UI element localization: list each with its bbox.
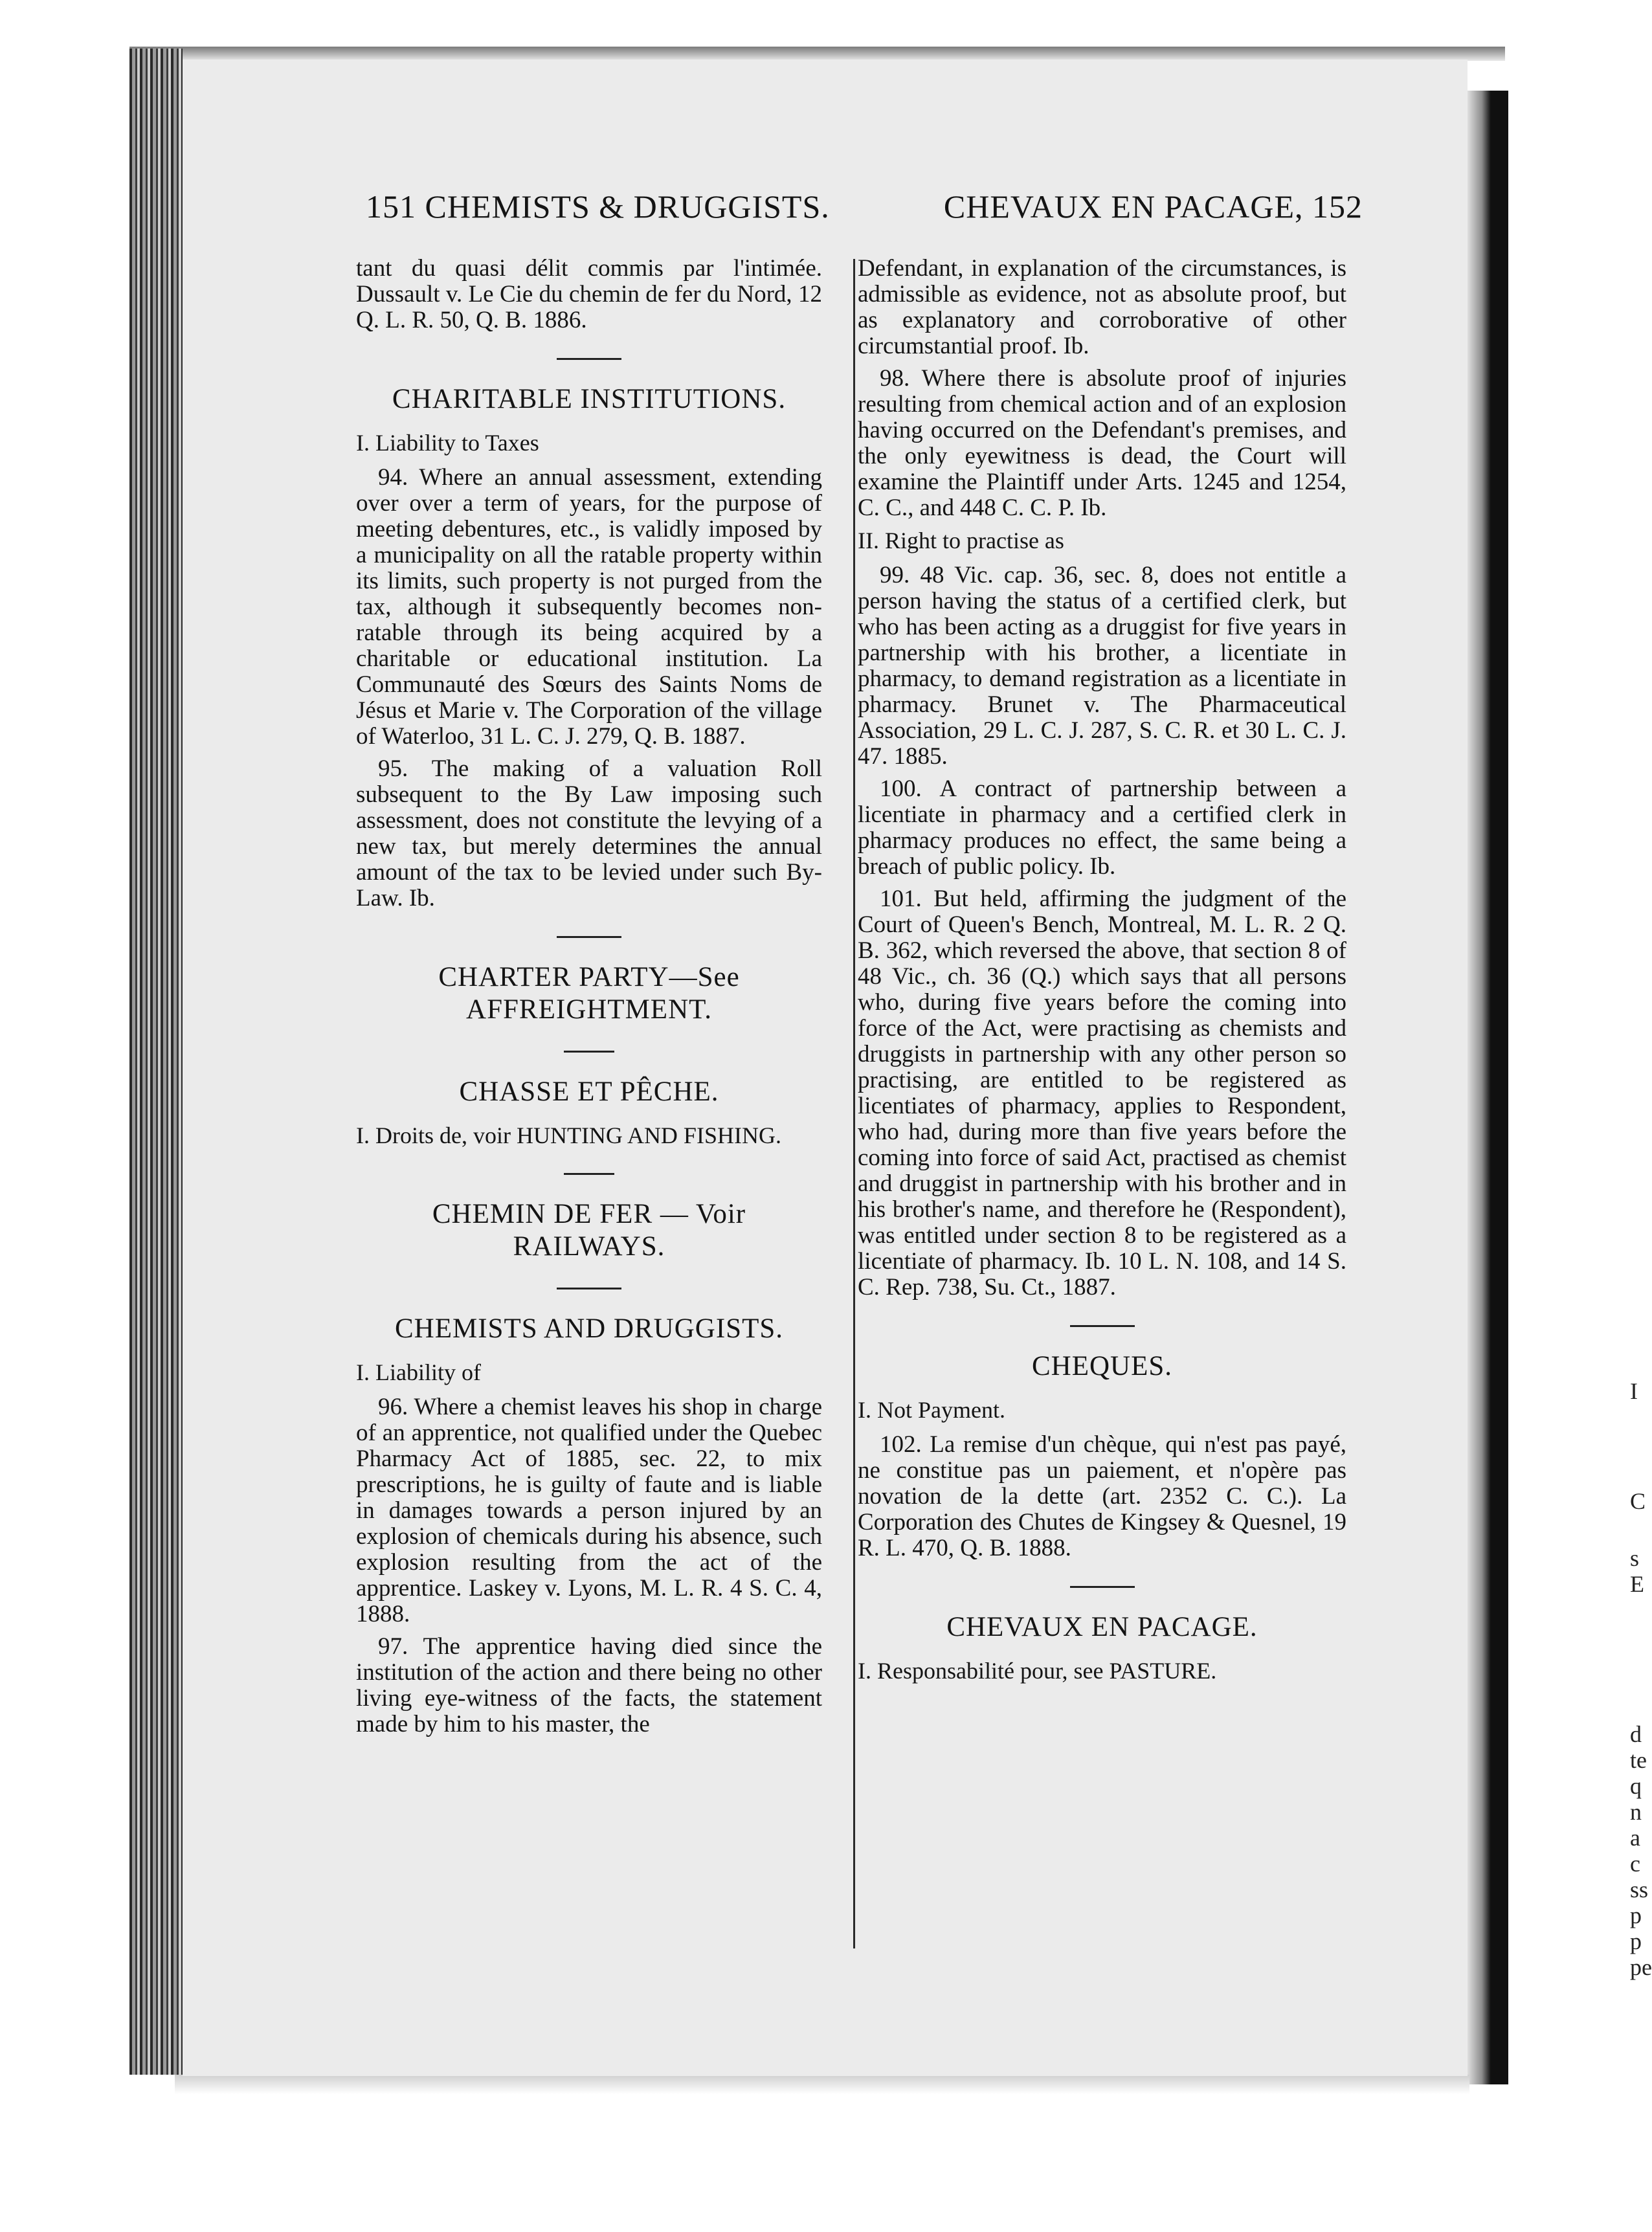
running-header xyxy=(366,188,1363,233)
right-column xyxy=(858,256,1346,1693)
subheading-responsabilite-pour: I. Responsabilité pour, see PASTURE. xyxy=(858,1658,1217,1684)
section-rule xyxy=(557,358,621,360)
scan-bottom-edge xyxy=(175,2075,1469,2094)
fragment-char: I xyxy=(1630,1378,1638,1404)
paragraph-99: 99. 48 Vic. cap. 36, sec. 8, does not entitle a person having the status of a certified clerk, but who has been acting as a druggist for five years in partnership with his brother, a licentiate in pharmacy, to demand registration as a licentiate in pharmacy. Brunet v. The Pharmaceutical Association, 29 L. C. J. 287, S. C. R. et 30 L. C. J. 47. 1885. xyxy=(858,562,1346,770)
section-rule xyxy=(557,1288,621,1289)
section-rule xyxy=(564,1051,614,1053)
fragment-char: c xyxy=(1630,1851,1640,1877)
section-rule xyxy=(564,1173,614,1175)
subheading-droits-de: I. Droits de, voir HUNTING AND FISHING. xyxy=(356,1122,781,1148)
fragment-char: ss xyxy=(1630,1877,1649,1903)
paragraph-102: 102. La remise d'un chèque, qui n'est pas payé, ne constitue pas un paiement, et n'opère pas novation de la dette (art. 2352 C. C.). La Corporation des Chutes de Kingsey & Quesnel, 19 R. L. 470, Q. B. 1888. xyxy=(858,1431,1346,1561)
paragraph-96: 96. Where a chemist leaves his shop in charge of an apprentice, not qualified under the Quebec Pharmacy Act of 1885, sec. 22, to mix prescriptions, he is guilty of faute and is liable in damages towards a person injured by an explosion of chemicals during his absence, such explosion resulting from the act of the apprentice. Laskey v. Lyons, M. L. R. 4 S. C. 4, 1888. xyxy=(356,1394,822,1627)
section-rule xyxy=(1070,1325,1135,1327)
fragment-char: p xyxy=(1630,1903,1642,1928)
heading-chemists-and-druggists: CHEMISTS AND DRUGGISTS. xyxy=(395,1313,783,1344)
paragraph-95: 95. The making of a valuation Roll subsequent to the By Law imposing such assessment, does not constitute the levying of a new tax, but merely determines the annual amount of the tax to be levied under such By-Law. Ib. xyxy=(356,755,822,911)
paragraph-97: 97. The apprentice having died since the institution of the action and there being no other living eye-witness of the facts, the statement made by him to his master, the xyxy=(356,1633,822,1737)
paragraph-100: 100. A contract of partnership between a licentiate in pharmacy and a certified clerk in pharmacy produces no effect, the same being a breach of public policy. Ib. xyxy=(858,776,1346,880)
fragment-char: te xyxy=(1630,1747,1647,1773)
subheading-not-payment: I. Not Payment. xyxy=(858,1397,1005,1423)
scan-top-edge xyxy=(129,47,1505,61)
heading-chevaux-en-pacage: CHEVAUX EN PACAGE. xyxy=(946,1612,1258,1642)
heading-chemin-de-fer: CHEMIN DE FER — Voir RAILWAYS. xyxy=(432,1199,746,1262)
fragment-char: s xyxy=(1630,1545,1640,1571)
header-left: 151 CHEMISTS & DRUGGISTS. xyxy=(366,188,830,225)
fragment-char: q xyxy=(1630,1773,1642,1799)
fragment-char: pe xyxy=(1630,1954,1652,1980)
paragraph-101: 101. But held, affirming the judgment of the Court of Queen's Bench, Montreal, M. L. R. 2 Q. B. 362, which reversed the above, that section 8 of 48 Vic., ch. 36 (Q.) which says that all persons who, during five years before the coming into force of the Act, were practising as chemists and druggists in partnership with any other person so practising, are entitled to be registered as licentiates of pharmacy, applies to Respondent, who had, during more than five years before the coming into force of said Act, practised as chemist and druggist in partnership with his brother and in his brother's name, and therefore he (Respondent), was entitled under section 8 to be registered as a licentiate of pharmacy. Ib. 10 L. N. 108, and 14 S. C. Rep. 738, Su. Ct., 1887. xyxy=(858,886,1346,1300)
fragment-char: n xyxy=(1630,1799,1642,1825)
subheading-right-to-practise: II. Right to practise as xyxy=(858,528,1064,553)
fragment-char: a xyxy=(1630,1825,1640,1851)
left-column xyxy=(356,256,822,1744)
heading-charter-party: CHARTER PARTY—See AFFREIGHTMENT. xyxy=(438,962,740,1025)
subheading-liability-to-taxes: I. Liability to Taxes xyxy=(356,430,539,456)
continuation-text: tant du quasi délit commis par l'intimée. Dussault v. Le Cie du chemin de fer du Nord, 12 Q. L. R. 50, Q. B. 1886. xyxy=(356,255,822,333)
heading-charitable-institutions: CHARITABLE INSTITUTIONS. xyxy=(392,384,787,414)
fragment-char: C xyxy=(1630,1488,1646,1514)
continuation-text-right: Defendant, in explanation of the circumstances, is admissible as evidence, not as absolute proof, but as explanatory and corroborative of other circumstantial proof. Ib. xyxy=(858,255,1346,359)
book-gutter-shadow xyxy=(1464,91,1508,2084)
heading-cheques: CHEQUES. xyxy=(1031,1351,1173,1381)
subheading-liability-of: I. Liability of xyxy=(356,1359,481,1385)
fragment-char: E xyxy=(1630,1571,1644,1597)
heading-chasse-et-peche: CHASSE ET PÊCHE. xyxy=(459,1077,719,1107)
fragment-char: p xyxy=(1630,1928,1642,1954)
book-page-edges xyxy=(129,49,183,2075)
column-divider xyxy=(853,259,855,1948)
section-rule xyxy=(1070,1586,1135,1588)
fragment-char: d xyxy=(1630,1721,1642,1747)
section-rule xyxy=(557,936,621,938)
paragraph-98: 98. Where there is absolute proof of injuries resulting from chemical action and of an explosion having occurred on the Defendant's premises, and the only eyewitness is dead, the Court will examine the Plaintiff under Arts. 1245 and 1254, C. C., and 448 C. C. P. Ib. xyxy=(858,365,1346,521)
header-right: CHEVAUX EN PACAGE, 152 xyxy=(943,188,1363,225)
paragraph-94: 94. Where an annual assessment, extending over over a term of years, for the purpose of meeting debentures, etc., is validly imposed by a municipality on all the ratable property within its limits, such property is not purged from the tax, although it subsequently becomes non-ratable through its being acquired by a charitable or educational institution. La Communauté des Sœurs des Saints Noms de Jésus et Marie v. The Corporation of the village of Waterloo, 31 L. C. J. 279, Q. B. 1887. xyxy=(356,464,822,750)
